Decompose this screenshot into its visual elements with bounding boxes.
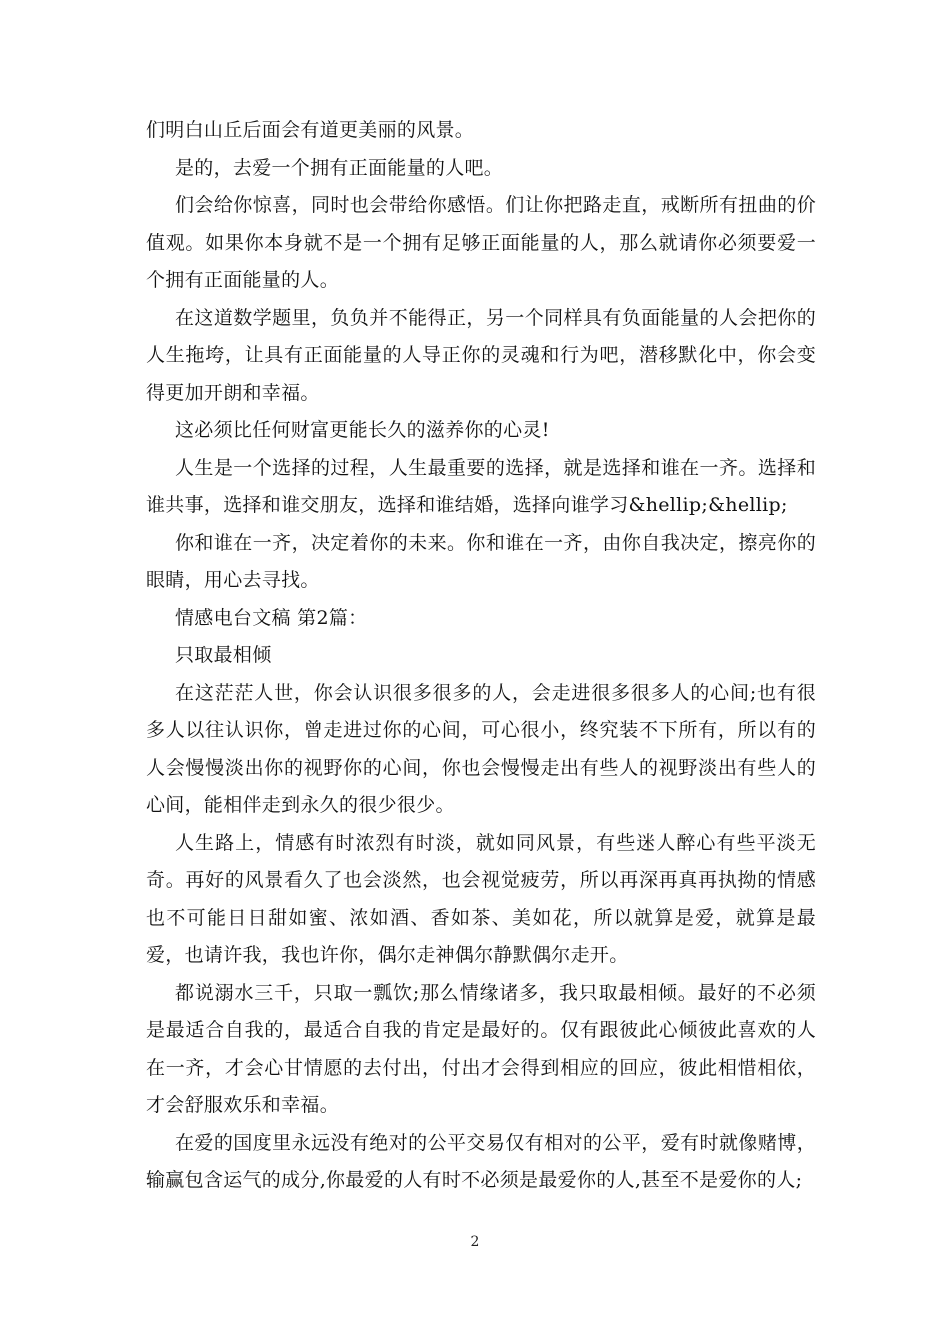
paragraph: 在这茫茫人世，你会认识很多很多的人，会走进很多很多人的心间;也有很多人以往认识你，曾走进过你的心间，可心很小，终究装不下所有，所以有的人会慢慢淡出你的视野你的心间，你也会慢慢走出有些人的视野淡出有些人的心间，能相伴走到永久的很少很少。 xyxy=(146,681,816,816)
paragraph: 人生路上，情感有时浓烈有时淡，就如同风景，有些迷人醉心有些平淡无奇。再好的风景看久了也会淡然，也会视觉疲劳，所以再深再真再执拗的情感也不可能日日甜如蜜、浓如酒、香如茶、美如花，所以就算是爱，就算是最爱，也请许我，我也许你，偶尔走神偶尔静默偶尔走开。 xyxy=(146,831,816,966)
paragraph: 是的，去爱一个拥有正面能量的人吧。 xyxy=(175,156,504,179)
body-text xyxy=(146,112,816,1200)
section-heading: 情感电台文稿 第2篇： xyxy=(175,606,368,629)
paragraph: 都说溺水三千，只取一瓢饮;那么情缘诸多，我只取最相倾。最好的不必须是最适合自我的，最适合自我的肯定是最好的。仅有跟彼此心倾彼此喜欢的人在一齐，才会心甘情愿的去付出，付出才会得到相应的回应，彼此相惜相依，才会舒服欢乐和幸福。 xyxy=(146,981,816,1116)
paragraph: 你和谁在一齐，决定着你的未来。你和谁在一齐，由你自我决定，擦亮你的眼睛，用心去寻找。 xyxy=(146,531,816,591)
page-number: 2 xyxy=(470,1234,480,1250)
paragraph: 人生是一个选择的过程，人生最重要的选择，就是选择和谁在一齐。选择和谁共事，选择和谁交朋友，选择和谁结婚，选择向谁学习&hellip;&hellip; xyxy=(146,456,816,516)
paragraph: 们会给你惊喜，同时也会带给你感悟。们让你把路走直，戒断所有扭曲的价值观。如果你本身就不是一个拥有足够正面能量的人，那么就请你必须要爱一个拥有正面能量的人。 xyxy=(146,194,816,291)
paragraph: 这必须比任何财富更能长久的滋养你的心灵! xyxy=(175,419,550,441)
article-title: 只取最相倾 xyxy=(175,644,272,666)
paragraph: 们明白山丘后面会有道更美丽的风景。 xyxy=(146,119,475,141)
paragraph: 在这道数学题里，负负并不能得正，另一个同样具有负面能量的人会把你的人生拖垮，让具有正面能量的人导正你的灵魂和行为吧，潜移默化中，你会变得更加开朗和幸福。 xyxy=(146,306,816,404)
paragraph: 在爱的国度里永远没有绝对的公平交易仅有相对的公平，爱有时就像赌博，输赢包含运气的成分,你最爱的人有时不必须是最爱你的人,甚至不是爱你的人; xyxy=(146,1131,816,1191)
